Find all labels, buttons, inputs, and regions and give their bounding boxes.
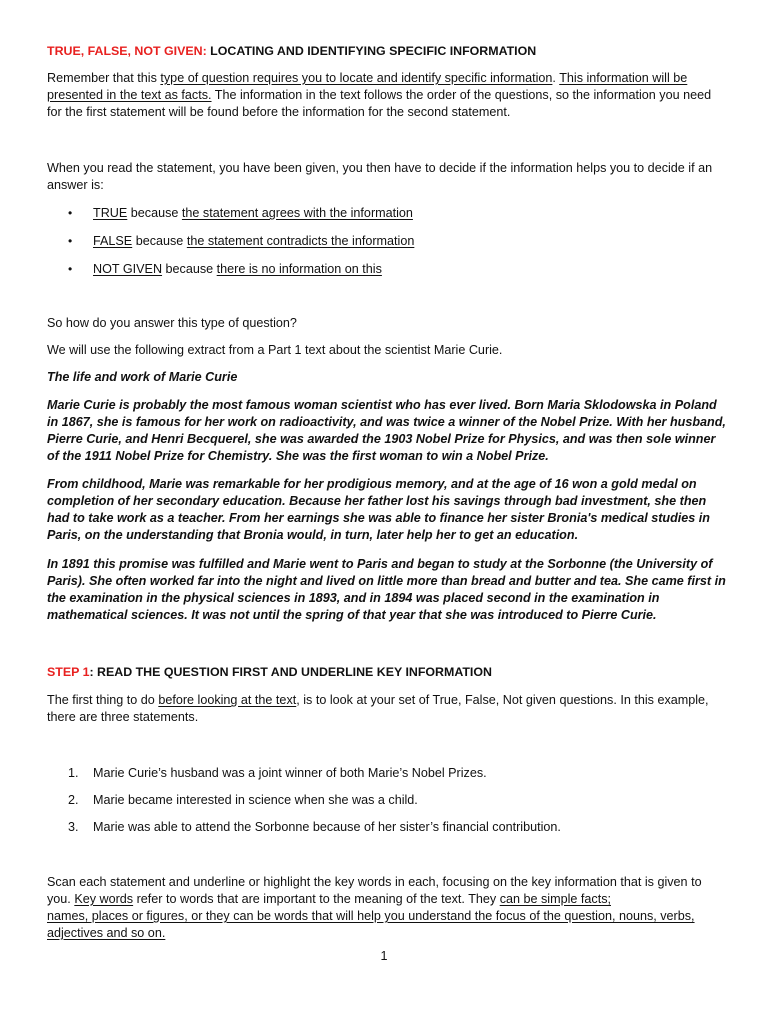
bullet-label: TRUE xyxy=(93,206,128,220)
intro-paragraph xyxy=(47,70,727,121)
bullet-label: FALSE xyxy=(93,234,133,248)
bullet-mid: because xyxy=(162,262,217,276)
statement-number: 3. xyxy=(68,820,79,834)
bullet-dot-icon: • xyxy=(68,234,73,248)
how-question: So how do you answer this type of question? xyxy=(47,316,297,330)
heading-red-label: TRUE, FALSE, NOT GIVEN: xyxy=(47,44,207,58)
scan-underlined-end: names, places or figures, or they can be words that will help you understand the focus of the question, nouns, verbs, adjectives and so on. xyxy=(47,909,695,940)
bullet-reason: there is no information on this xyxy=(216,262,382,276)
extract-paragraph-3: In 1891 this promise was fulfilled and Marie went to Paris and began to study at the Sorbonne (the University of Paris). She often worked far into the night and lived on little more than bread and butter and tea. She came first in the examination in the physical sciences in 1893, and in 1894 was placed second in the examination in mathematical sciences. It was not until the spring of that year that she was introduced to Pierre Curie. xyxy=(47,557,726,622)
first-underlined: before looking at the text xyxy=(158,693,297,707)
extract-title: The life and work of Marie Curie xyxy=(47,370,238,384)
step1-heading xyxy=(47,664,727,681)
scan-text: Scan each statement and underline or highlight the key words in each, focusing on the key information that is given to you. xyxy=(47,875,702,906)
section-heading xyxy=(47,43,727,60)
extract-paragraph-2: From childhood, Marie was remarkable for her prodigious memory, and at the age of 16 won a gold medal on completion of her secondary education. Because her father lost his savings through bad investment, she then had to take work as a teacher. From her earnings she was able to finance her sister Bronia's medical studies in Paris, on the understanding that Bronia would, in turn, later help her to get an education. xyxy=(47,477,710,542)
statement-text: Marie was able to attend the Sorbonne because of her sister’s financial contribution. xyxy=(93,820,561,834)
scan-text-mid: refer to words that are important to the meaning of the text. They xyxy=(133,892,500,906)
first-text: The first thing to do xyxy=(47,693,159,707)
intro-underlined-2: This information will be presented in the text as facts. xyxy=(47,71,688,102)
bullet-reason: the statement agrees with the information xyxy=(181,206,413,220)
decide-paragraph: When you read the statement, you have been given, you then have to decide if the information helps you to decide if an answer is: xyxy=(47,161,713,192)
intro-underlined-1: type of question requires you to locate and identify specific information xyxy=(160,71,553,85)
intro-text: Remember that this xyxy=(47,71,161,85)
statement-number: 2. xyxy=(68,793,79,807)
first-text-end: , is to look at your set of True, False, Not given questions. In this example, there are three statements. xyxy=(47,693,709,724)
scan-key-words: Key words xyxy=(74,892,134,906)
first-paragraph xyxy=(47,692,727,726)
statement-text: Marie Curie’s husband was a joint winner of both Marie’s Nobel Prizes. xyxy=(93,766,487,780)
step1-rest: : READ THE QUESTION FIRST AND UNDERLINE KEY INFORMATION xyxy=(89,665,492,679)
extract-paragraph-1: Marie Curie is probably the most famous woman scientist who has ever lived. Born Maria Sklodowska in Poland in 1867, she is famous for her work on radioactivity, and was twice a winner of the Nobel Prize. With her husband, Pierre Curie, and Henri Becquerel, she was awarded the 1903 Nobel Prize for Physics, and was then sole winner of the 1911 Nobel Prize for Chemistry. She was the first woman to win a Nobel Prize. xyxy=(47,398,726,463)
step1-red-label: STEP 1 xyxy=(47,665,90,679)
statement-text: Marie became interested in science when she was a child. xyxy=(93,793,418,807)
bullet-dot-icon: • xyxy=(68,262,73,276)
statement-number: 1. xyxy=(68,766,79,780)
page-number: 1 xyxy=(380,949,388,963)
extract-intro: We will use the following extract from a Part 1 text about the scientist Marie Curie. xyxy=(47,343,503,357)
bullet-dot-icon: • xyxy=(68,206,73,220)
intro-punct: . xyxy=(552,71,560,85)
scan-simple-facts: can be simple facts; xyxy=(499,892,611,906)
bullet-reason: the statement contradicts the information xyxy=(186,234,415,248)
bullet-mid: because xyxy=(132,234,187,248)
bullet-mid: because xyxy=(127,206,182,220)
intro-text-end: The information in the text follows the order of the questions, so the information you need for the first statement will be found before the information for the second statement. xyxy=(47,88,712,119)
heading-rest: LOCATING AND IDENTIFYING SPECIFIC INFORMATION xyxy=(206,44,537,58)
scan-paragraph xyxy=(47,874,727,942)
bullet-label: NOT GIVEN xyxy=(93,262,163,276)
